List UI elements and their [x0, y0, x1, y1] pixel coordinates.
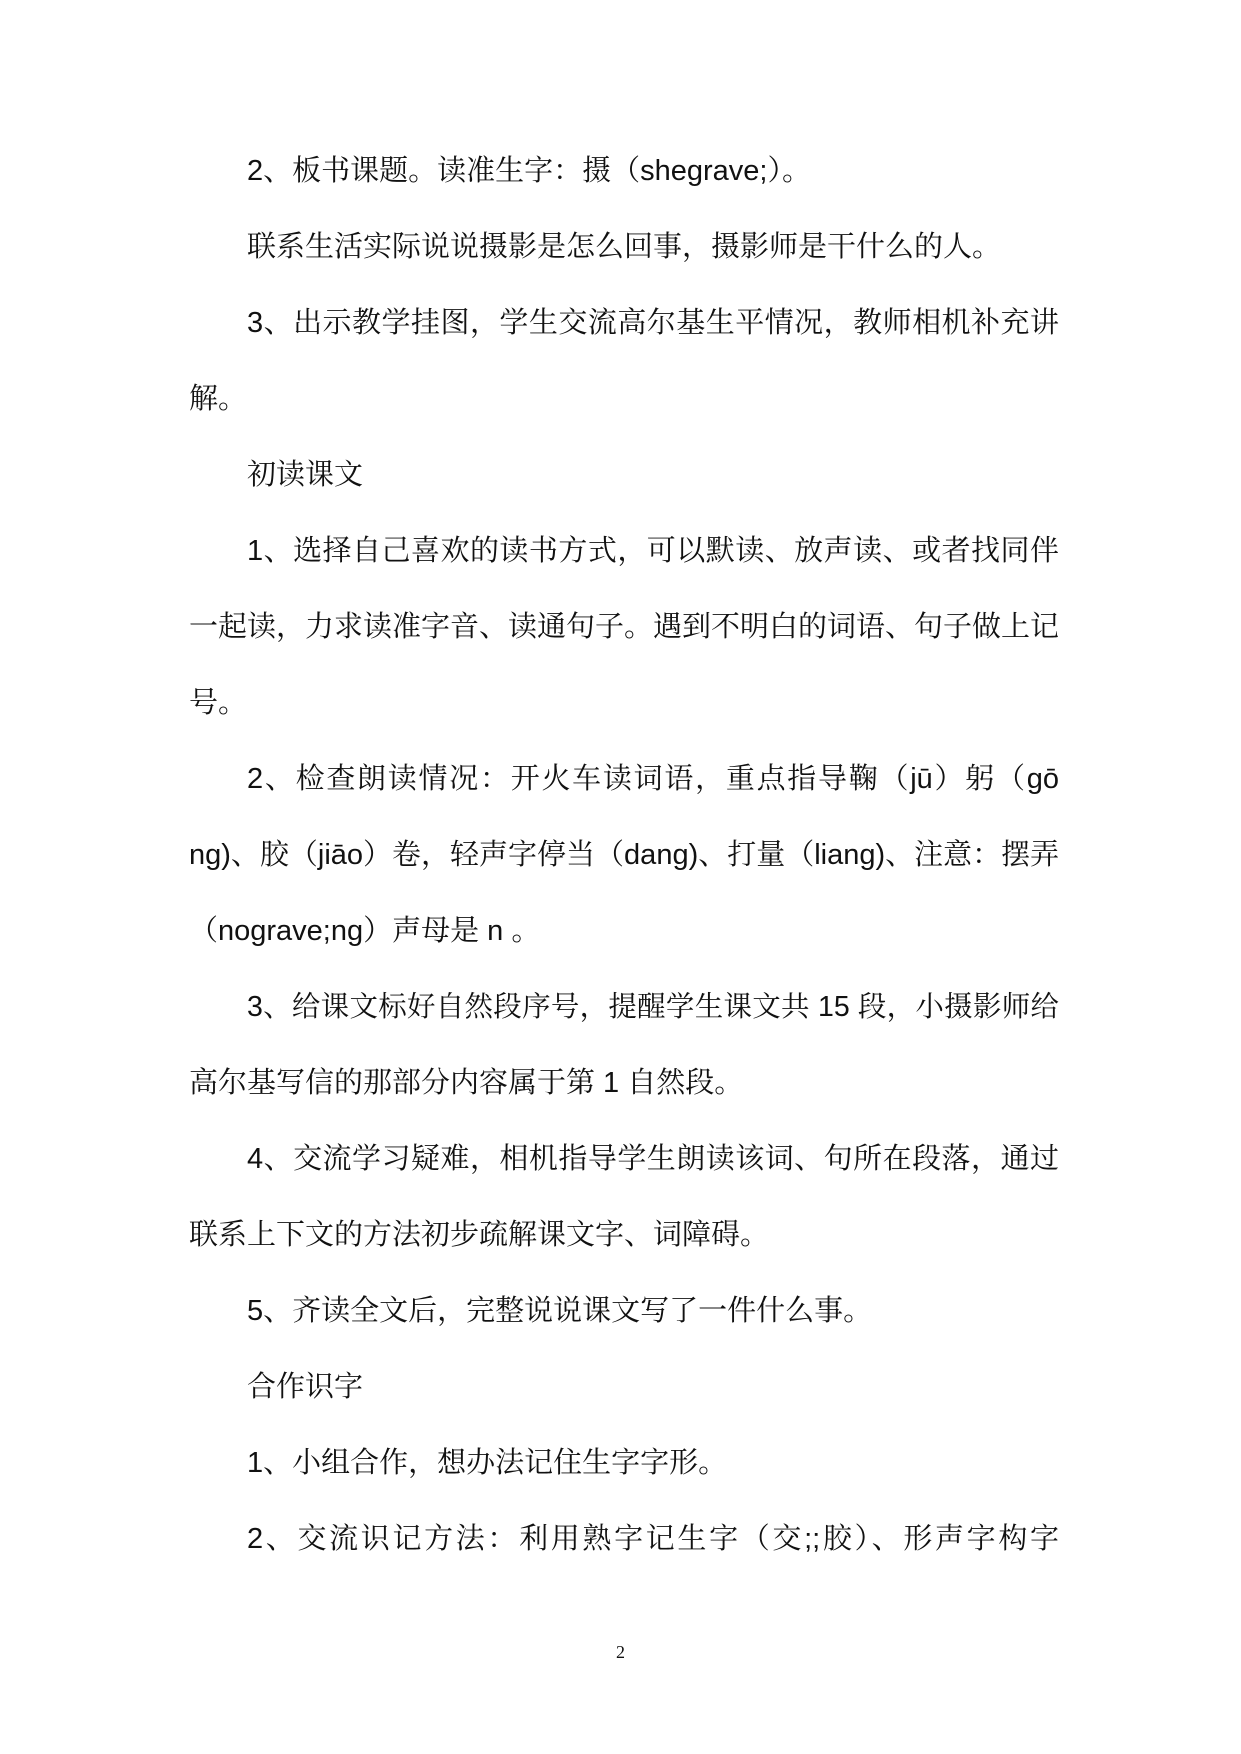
paragraph	[189, 285, 1059, 437]
text-line: 联系生活实际说说摄影是怎么回事，摄影师是干什么的人。	[247, 231, 1002, 263]
text-line: 4、交流学习疑难，相机指导学生朗读该词、句所在段落，通过	[247, 1143, 1059, 1175]
paragraph	[189, 1425, 1059, 1501]
paragraph	[189, 1501, 1059, 1577]
text-line: 一起读，力求读准字音、读通句子。遇到不明白的词语、句子做上记	[189, 611, 1059, 643]
text-line: 高尔基写信的那部分内容属于第 1 自然段。	[189, 1067, 744, 1099]
section-heading	[189, 437, 1059, 513]
paragraph	[189, 513, 1059, 741]
text-line: ng)、胶（jiāo）卷，轻声字停当（dang)、打量（liang)、注意：摆弄	[189, 839, 1059, 871]
text-line: 2、板书课题。读准生字：摄（shegrave;）。	[247, 155, 811, 187]
paragraph	[189, 133, 1059, 209]
text-line: 1、选择自己喜欢的读书方式，可以默读、放声读、或者找同伴	[247, 535, 1059, 567]
section-heading-text: 合作识字	[247, 1371, 364, 1403]
text-line: 3、出示教学挂图，学生交流高尔基生平情况，教师相机补充讲	[247, 307, 1059, 339]
paragraph	[189, 1121, 1059, 1273]
paragraph	[189, 209, 1059, 285]
text-line: 解。	[189, 383, 248, 415]
paragraph	[189, 969, 1059, 1121]
text-line: 2、检查朗读情况：开火车读词语，重点指导鞠（jū）躬（gō	[247, 763, 1059, 795]
text-line: （nograve;ng）声母是 n 。	[189, 915, 541, 947]
text-line: 3、给课文标好自然段序号，提醒学生课文共 15 段，小摄影师给	[247, 991, 1059, 1023]
text-line: 2、交流识记方法：利用熟字记生字（交;;胶）、形声字构字	[247, 1523, 1059, 1555]
page-number: 2	[616, 1642, 625, 1662]
paragraph	[189, 741, 1059, 969]
paragraph	[189, 1273, 1059, 1349]
body-text	[189, 133, 1059, 1577]
text-line: 5、齐读全文后，完整说说课文写了一件什么事。	[247, 1295, 873, 1327]
text-line: 号。	[189, 687, 248, 719]
section-heading-text: 初读课文	[247, 459, 364, 491]
text-line: 1、小组合作，想办法记住生字字形。	[247, 1447, 728, 1479]
text-line: 联系上下文的方法初步疏解课文字、词障碍。	[189, 1219, 770, 1251]
section-heading	[189, 1349, 1059, 1425]
